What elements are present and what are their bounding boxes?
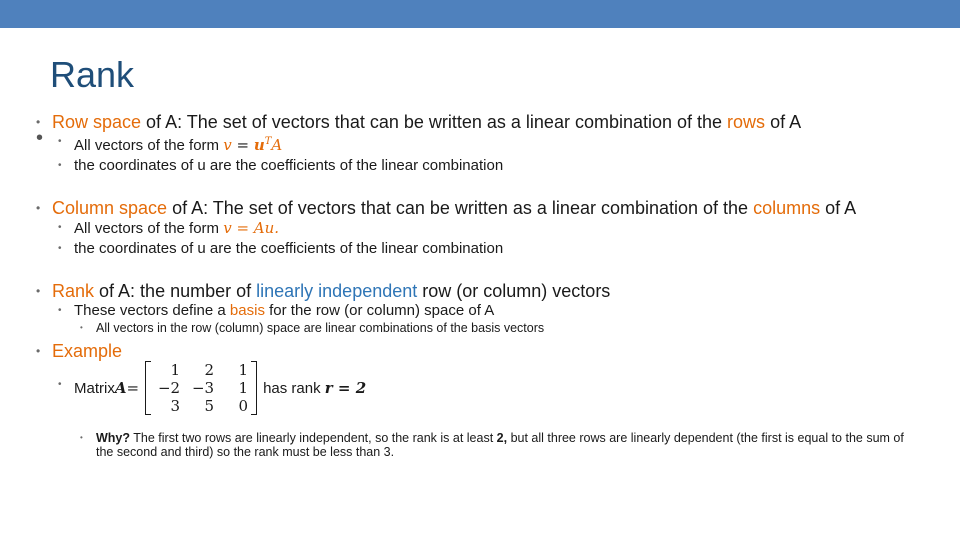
column-space-coords-bullet: • the coordinates of u are the coefficients of the linear combination [36,239,916,259]
example-bullet [36,341,916,361]
row-space-form-prefix: All vectors of the form [74,137,224,154]
row-form-T: T [264,136,272,147]
matrix-name: A [114,379,127,397]
row-space-text-b: of A [765,112,802,132]
top-accent-bar [0,0,960,28]
matrix-label: • Matrix [74,379,115,397]
matrix-cell: 0 [238,397,249,415]
row-space-text-a: of A: The set of vectors that can be written as a linear combination of the [141,112,728,132]
row-space-term: Row space [52,112,142,132]
row-form-eq: = [231,136,254,154]
rank-basis-bullet [36,301,916,321]
column-space-text-a: of A: The set of vectors that can be written as a linear combination of the [167,198,754,218]
slide-title: Rank [50,54,135,95]
matrix-cell: −2 [157,379,181,397]
rank-basis-b: for the row (or column) space of A [264,302,495,319]
column-space-form-prefix: All vectors of the form [74,220,224,237]
row-form-A: A [271,136,283,154]
matrix-cell: −3 [191,379,215,397]
row-space-coords-bullet: • the coordinates of u are the coefficients of the linear combination [36,156,916,176]
column-space-text-b: of A [820,198,857,218]
matrix-A [145,361,257,415]
why-two: 2, [496,431,508,445]
column-space-term: Column space [52,198,168,218]
row-form-u: u [253,136,265,154]
matrix-cell: 1 [238,379,249,397]
stray-bullet-icon: • [36,127,44,149]
matrix-cell: 3 [170,397,181,415]
columns-term: columns [753,198,821,218]
why-label: Why? [96,431,131,445]
why-text-b: but all three rows are linearly dependent (the first is equal to the sum of the second and third) so the rank must be less than 3. [96,431,904,459]
why-explanation-bullet [36,431,916,459]
matrix-equals: = [126,379,140,397]
rank-basis-a: These vectors define a [74,302,230,319]
matrix-cell: 2 [204,361,215,379]
matrix-cell: 5 [204,397,215,415]
example-label: Example [52,341,123,361]
rank-expression: r = 2 [324,379,367,397]
why-text-a: The first two rows are linearly independent, so the rank is at least [130,431,497,445]
row-form-v: v [223,136,232,154]
column-space-form-bullet [36,218,916,239]
has-rank-text: has rank [263,379,321,397]
row-space-form-bullet [36,132,916,156]
row-space-bullet [36,112,916,132]
rank-text-b: row (or column) vectors [417,281,611,301]
slide-body [36,112,916,459]
matrix-example-bullet [36,361,916,415]
column-form-formula: v = Au. [223,219,280,237]
rank-text-a: of A: the number of [94,281,257,301]
rank-term: Rank [52,281,95,301]
column-space-bullet [36,198,916,218]
matrix-cell: 1 [170,361,181,379]
linearly-independent-term: linearly independent [256,281,418,301]
rows-term: rows [727,112,766,132]
matrix-cell: 1 [238,361,249,379]
rank-bullet [36,281,916,301]
basis-term: basis [229,302,265,319]
rank-basis-sub-bullet: • All vectors in the row (column) space are linear combinations of the basis vectors [36,321,916,335]
